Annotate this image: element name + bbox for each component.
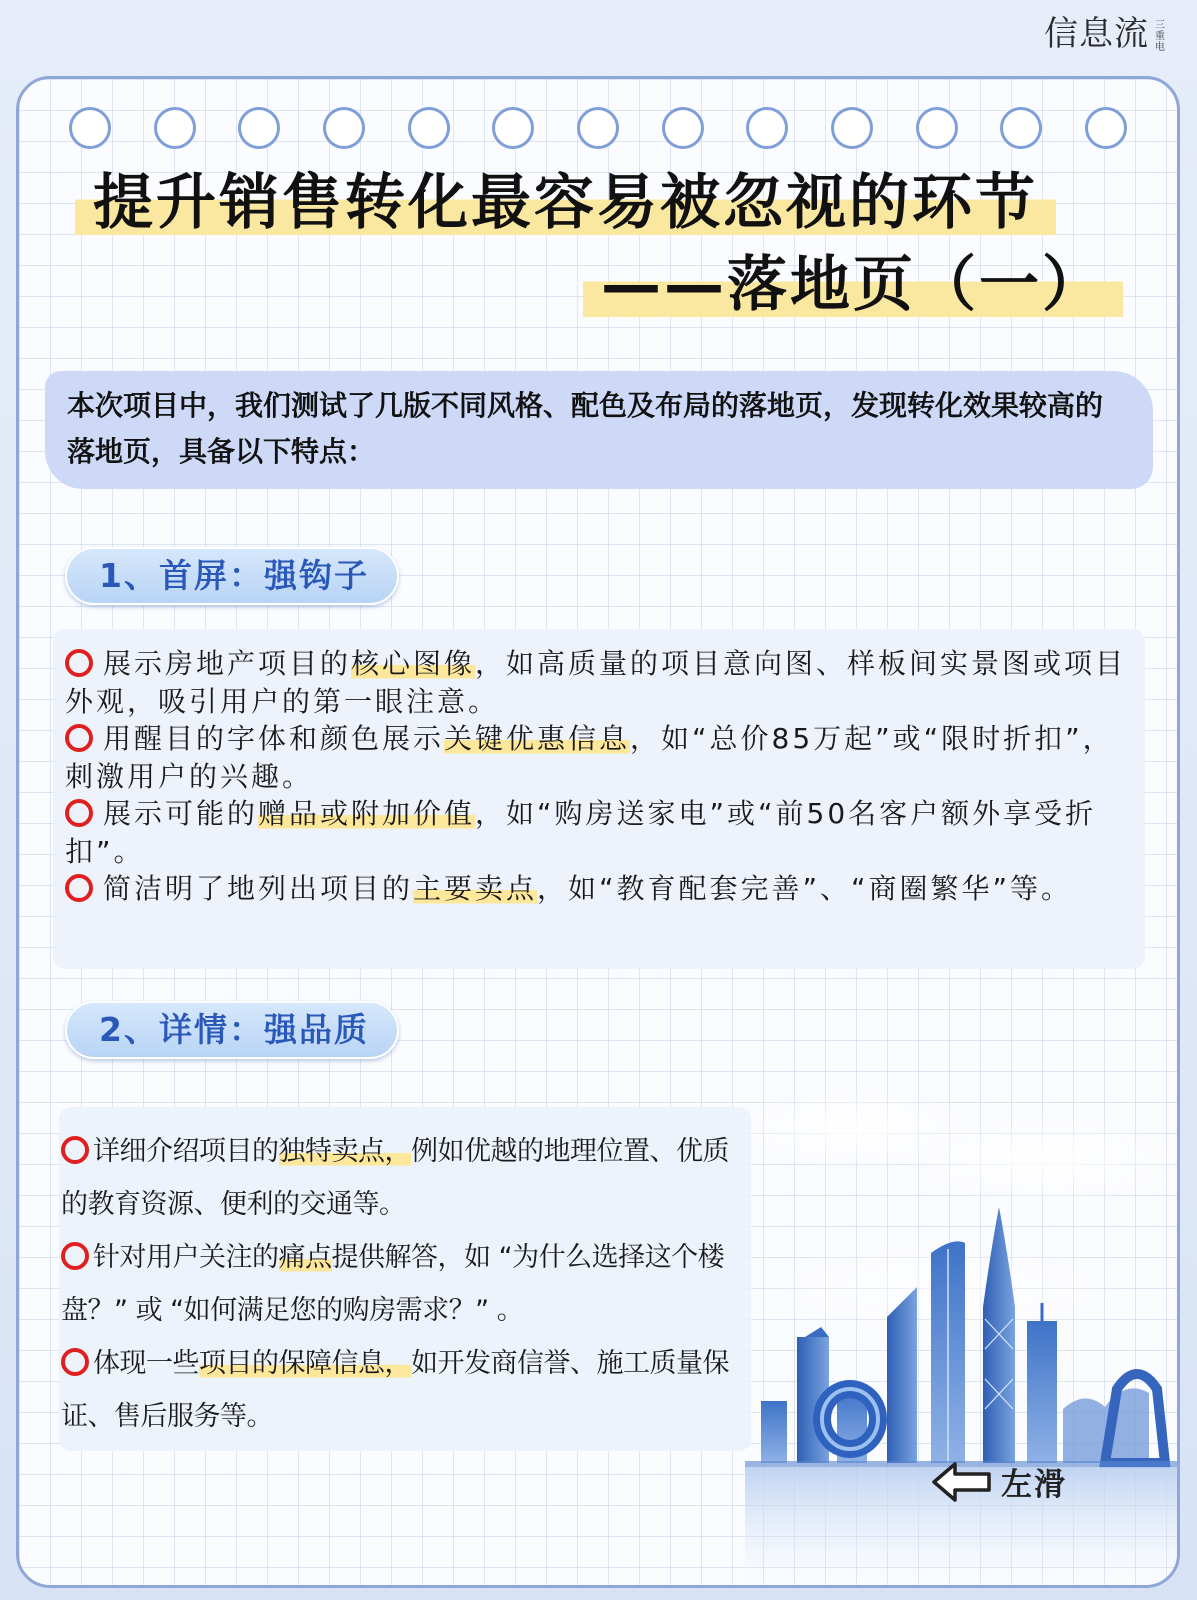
brand-side-char: 重 [1155, 31, 1165, 42]
binder-ring-icon [238, 107, 280, 149]
list-item [61, 1231, 743, 1337]
intro-paragraph: 本次项目中，我们测试了几版不同风格、配色及布局的落地页，发现转化效果较高的落地页，具备以下特点： [45, 371, 1153, 489]
binder-rings [69, 107, 1127, 149]
red-circle-bullet-icon [61, 1136, 89, 1164]
binder-ring-icon [323, 107, 365, 149]
page-subtitle-text: ——落地页（一） [583, 250, 1123, 320]
item-text: 用醒目的字体和颜色展示 [103, 722, 445, 755]
brand-side-char: 电 [1155, 42, 1165, 53]
list-item [65, 870, 1129, 908]
section1-body [53, 629, 1145, 969]
list-item [65, 720, 1129, 795]
item-text: 针对用户关注的 [93, 1242, 279, 1273]
item-highlight: 核心图像 [351, 647, 476, 680]
red-circle-bullet-icon [61, 1242, 89, 1270]
binder-ring-icon [492, 107, 534, 149]
red-circle-bullet-icon [65, 799, 93, 827]
swipe-hint[interactable] [931, 1459, 1067, 1504]
page-title-line-2 [583, 249, 1123, 321]
item-text: 体现一些 [93, 1348, 199, 1379]
list-item [65, 645, 1129, 720]
binder-ring-icon [662, 107, 704, 149]
brand-logo [1044, 12, 1165, 56]
binder-ring-icon [154, 107, 196, 149]
item-highlight: 主要卖点 [413, 872, 538, 905]
list-item [61, 1125, 743, 1231]
item-text: ，如“总价85万起”或“限时折扣”，刺激用户的兴趣。 [65, 722, 1114, 793]
item-text: ，如“购房送家电”或“前50名客户额外享受折扣”。 [65, 797, 1097, 868]
list-item [61, 1337, 743, 1443]
item-text: 例如优越的地理位置、优质的教育资源、便利的交通等。 [61, 1136, 729, 1220]
binder-ring-icon [1000, 107, 1042, 149]
item-highlight: 赠品或附加价值 [258, 797, 476, 830]
swipe-label: 左滑 [1001, 1467, 1067, 1503]
section2-body [59, 1107, 751, 1451]
binder-ring-icon [69, 107, 111, 149]
brand-name: 信息流 [1044, 14, 1149, 54]
red-circle-bullet-icon [65, 874, 93, 902]
binder-ring-icon [831, 107, 873, 149]
item-text: 提供解答，如 “为什么选择这个楼盘？” 或 “如何满足您的购房需求？” 。 [61, 1242, 725, 1326]
binder-ring-icon [746, 107, 788, 149]
item-highlight: 关键优惠信息 [444, 722, 631, 755]
arrow-left-icon [931, 1460, 993, 1504]
binder-ring-icon [1085, 107, 1127, 149]
section2-heading: 2、详情：强品质 [65, 1001, 399, 1059]
binder-ring-icon [408, 107, 450, 149]
page-title-text: 提升销售转化最容易被忽视的环节 [75, 168, 1056, 238]
item-highlight: 项目的保障信息， [199, 1348, 411, 1379]
brand-side-chars [1155, 20, 1165, 53]
binder-ring-icon [916, 107, 958, 149]
item-text: ，如“教育配套完善”、“商圈繁华”等。 [537, 872, 1073, 905]
red-circle-bullet-icon [65, 649, 93, 677]
item-text: 详细介绍项目的 [93, 1136, 279, 1167]
item-highlight: 独特卖点， [278, 1136, 411, 1167]
red-circle-bullet-icon [61, 1348, 89, 1376]
binder-ring-icon [577, 107, 619, 149]
city-skyline-illustration [745, 1089, 1179, 1588]
item-text: 简洁明了地列出项目的 [103, 872, 414, 905]
item-text: 展示可能的 [103, 797, 259, 830]
red-circle-bullet-icon [65, 724, 93, 752]
section1-heading: 1、首屏：强钩子 [65, 547, 399, 605]
item-highlight: 痛点 [278, 1242, 332, 1273]
item-text: 展示房地产项目的 [103, 647, 352, 680]
page-title-line-1 [75, 167, 1056, 239]
item-text: ，如高质量的项目意向图、样板间实景图或项目外观，吸引用户的第一眼注意。 [65, 647, 1127, 718]
list-item [65, 795, 1129, 870]
brand-side-char: 三 [1155, 20, 1165, 31]
notebook-card [16, 76, 1180, 1588]
item-text: 如开发商信誉、施工质量保证、售后服务等。 [61, 1348, 729, 1432]
